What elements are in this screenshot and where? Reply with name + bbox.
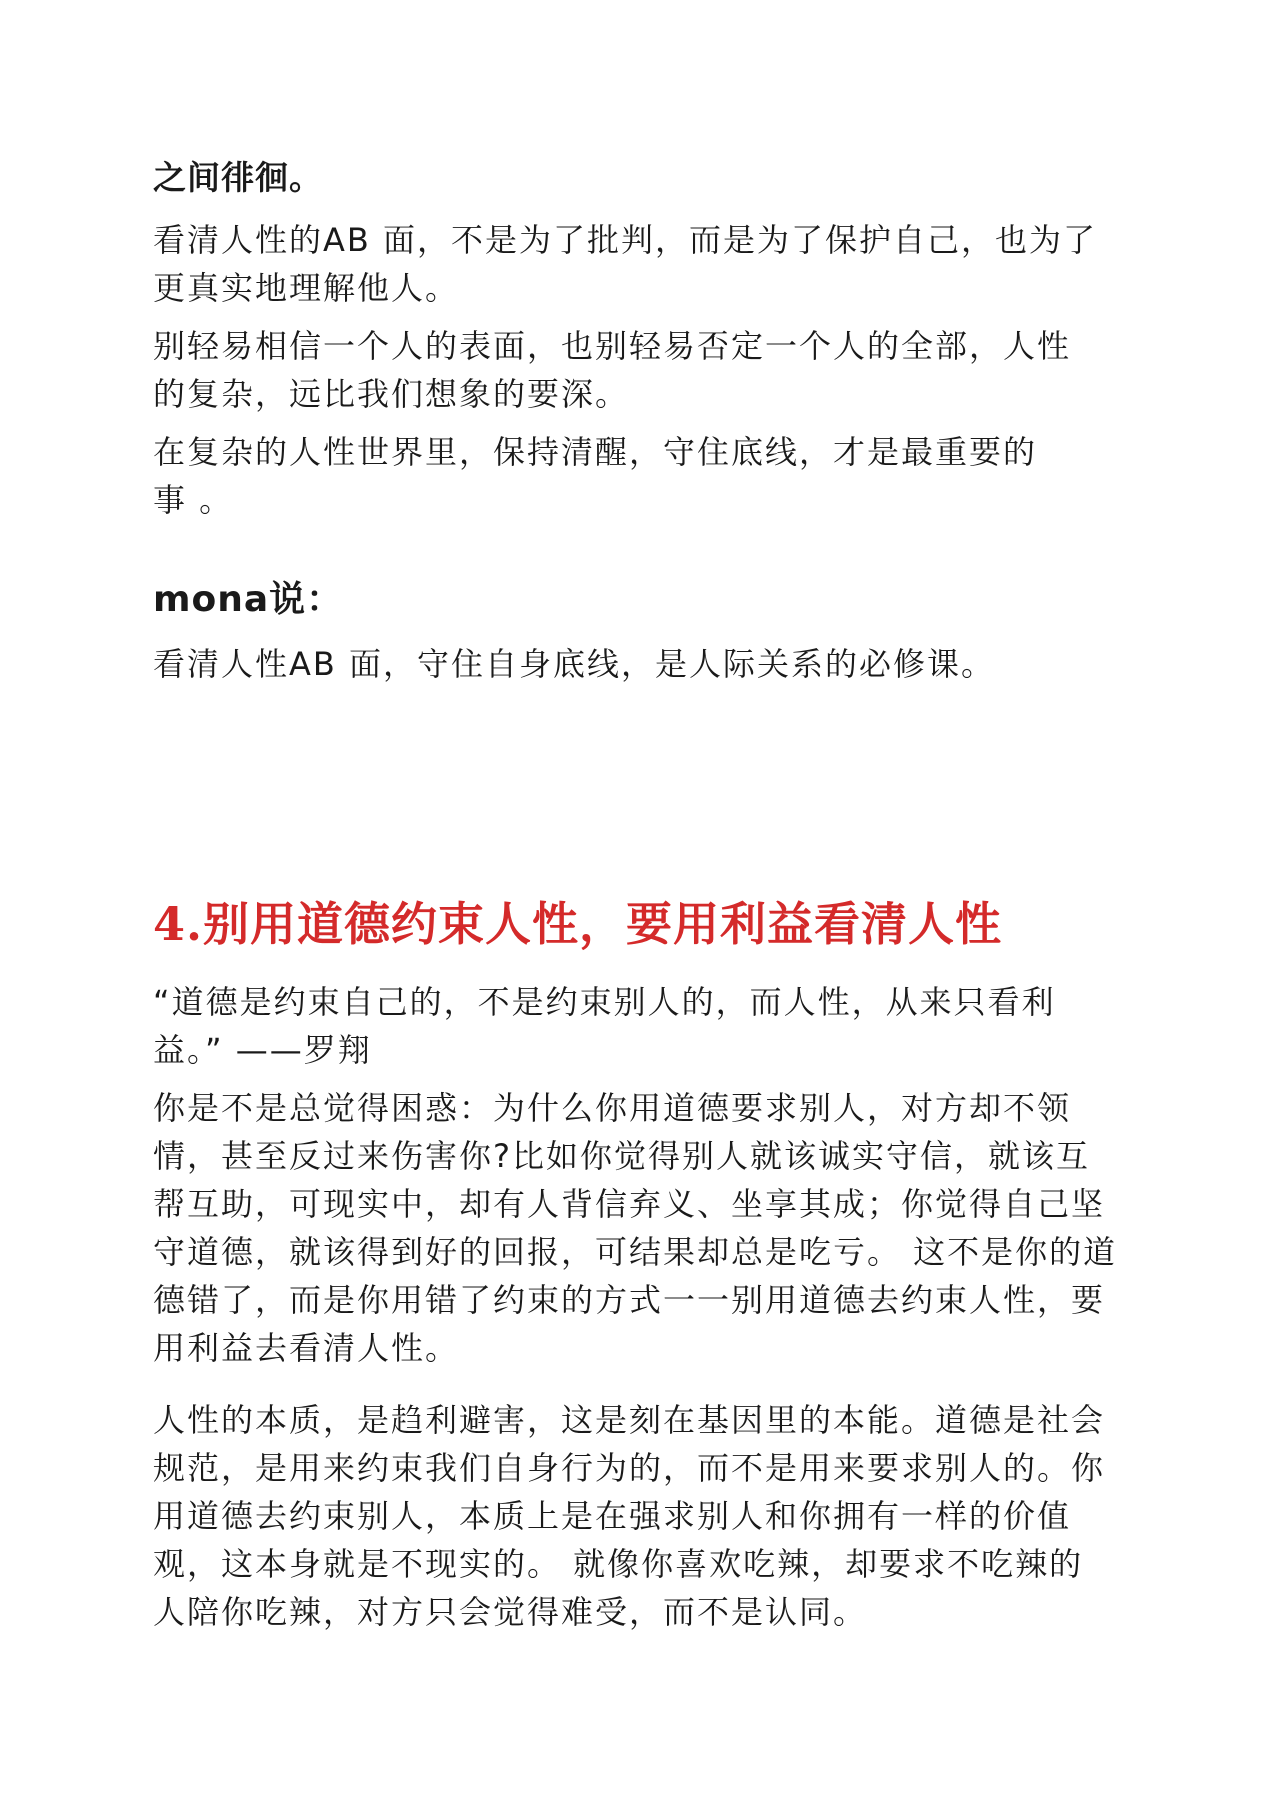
paragraph-line: 观，这本身就是不现实的。 就像你喜欢吃辣，却要求不吃辣的 (153, 1545, 1084, 1583)
body-paragraph-2 (153, 1396, 1113, 1636)
quote-line: 益。” ——罗翔 (153, 1031, 372, 1069)
paragraph-line: 别轻易相信一个人的表面，也别轻易否定一个人的全部，人性 (153, 327, 1072, 365)
mona-heading: mona说： (153, 579, 344, 620)
body-paragraph-1 (153, 1084, 1118, 1372)
section-title: 别用道德约束人性，要用利益看清人性 (203, 897, 1003, 951)
paragraph-line: 看清人性AB 面，守住自身底线，是人际关系的必修课。 (153, 645, 996, 683)
intro-fragment: 之间徘徊。 (153, 158, 323, 197)
paragraph-line: 你是不是总觉得困惑：为什么你用道德要求别人，对方却不领 (153, 1089, 1072, 1127)
paragraph-line: 看清人性的AB 面，不是为了批判，而是为了保护自己，也为了 (153, 221, 1098, 259)
section-heading (153, 894, 1113, 954)
paragraph-complexity (153, 322, 1113, 418)
quote-line: “道德是约束自己的，不是约束别人的，而人性，从来只看利 (153, 983, 1056, 1021)
paragraph-line: 用利益去看清人性。 (153, 1329, 460, 1367)
paragraph-line: 规范，是用来约束我们自身行为的，而不是用来要求别人的。你 (153, 1449, 1106, 1487)
paragraph-line: 人陪你吃辣，对方只会觉得难受，而不是认同。 (153, 1593, 868, 1631)
paragraph-line: 用道德去约束别人，本质上是在强求别人和你拥有一样的价值 (153, 1497, 1072, 1535)
paragraph-ab-sides (153, 216, 1113, 312)
quote-paragraph (153, 978, 1113, 1074)
paragraph-line: 帮互助，可现实中，却有人背信弃义、坐享其成；你觉得自己坚 (153, 1185, 1106, 1223)
paragraph-bottom-line (153, 428, 1113, 524)
paragraph-line: 守道德，就该得到好的回报，可结果却总是吃亏。 这不是你的道 (153, 1233, 1118, 1271)
section-number: 4. (153, 897, 204, 951)
paragraph-line: 事 。 (153, 481, 234, 519)
paragraph-line: 德错了，而是你用错了约束的方式一一别用道德去约束人性，要 (153, 1281, 1106, 1319)
paragraph-line: 的复杂，远比我们想象的要深。 (153, 375, 630, 413)
paragraph-line: 在复杂的人性世界里，保持清醒，守住底线，才是最重要的 (153, 433, 1038, 471)
paragraph-line: 人性的本质，是趋利避害，这是刻在基因里的本能。道德是社会 (153, 1401, 1106, 1439)
mona-summary (153, 640, 1113, 688)
paragraph-line: 更真实地理解他人。 (153, 269, 460, 307)
paragraph-line: 情，甚至反过来伤害你?比如你觉得别人就该诚实守信，就该互 (153, 1137, 1090, 1175)
